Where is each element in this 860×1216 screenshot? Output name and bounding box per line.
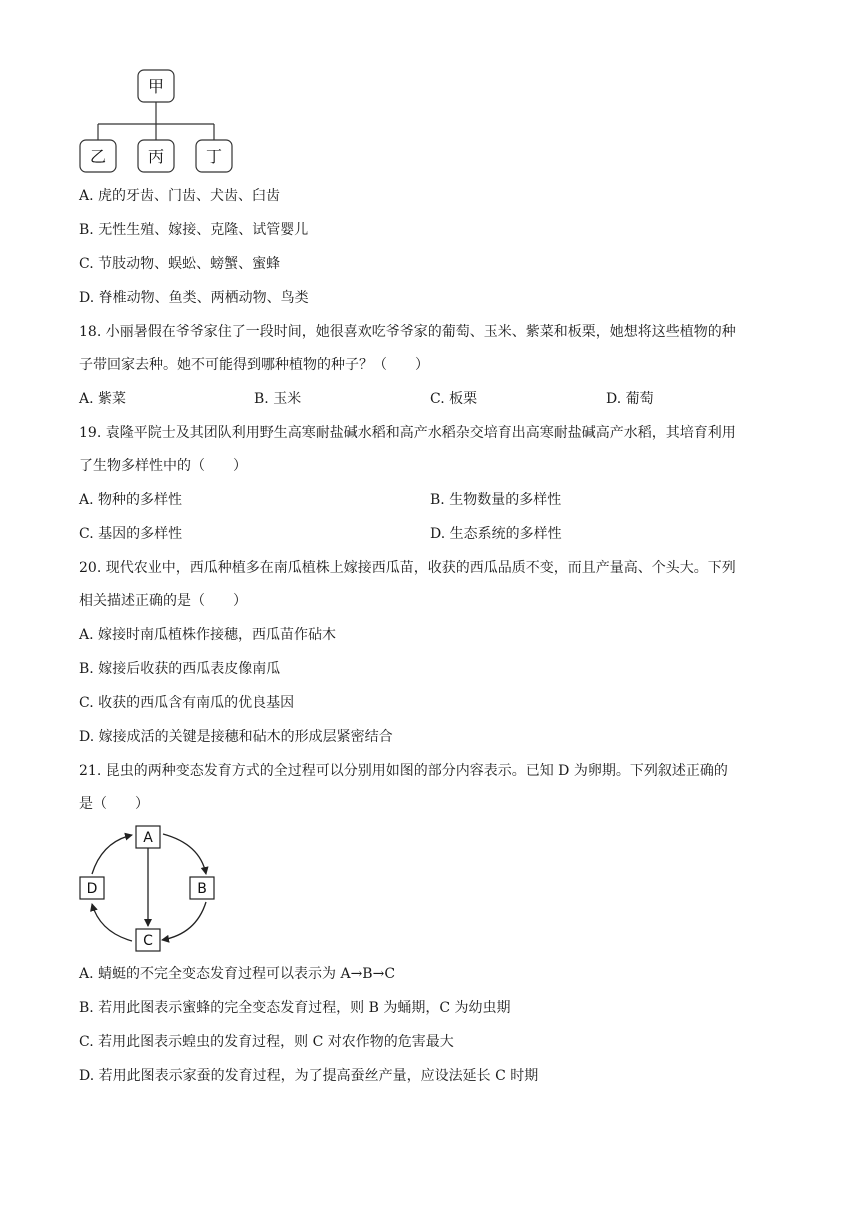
q21-stem-line1: 21. 昆虫的两种变态发育方式的全过程可以分别用如图的部分内容表示。已知 D 为卵期。下列叙述正确的	[79, 763, 728, 779]
q20-option-a: A. 嫁接时南瓜植株作接穗，西瓜苗作砧木	[79, 627, 337, 643]
tree-child-label-2: 丙	[147, 147, 165, 166]
cycle-label-c: C	[143, 933, 153, 949]
q17-option-a: A. 虎的牙齿、门齿、犬齿、臼齿	[79, 188, 281, 204]
q19-option-b: B. 生物数量的多样性	[430, 492, 562, 508]
q19-option-d: D. 生态系统的多样性	[430, 526, 562, 542]
cycle-label-a: A	[143, 830, 153, 846]
q21-stem-line2: 是（ ）	[79, 796, 149, 812]
q17-option-d: D. 脊椎动物、鱼类、两栖动物、鸟类	[79, 290, 309, 306]
q19-option-c: C. 基因的多样性	[79, 526, 183, 542]
q19-stem-line1: 19. 袁隆平院士及其团队利用野生高寒耐盐碱水稻和高产水稻杂交培育出高寒耐盐碱高产水稻，其培育利用	[79, 425, 736, 441]
life-cycle-diagram	[0, 0, 260, 960]
cycle-arrow-b-to-c	[162, 902, 206, 940]
q17-option-b: B. 无性生殖、嫁接、克隆、试管婴儿	[79, 222, 309, 238]
q19-stem-line2: 了生物多样性中的（ ）	[79, 458, 247, 474]
q20-option-c: C. 收获的西瓜含有南瓜的优良基因	[79, 695, 295, 711]
cycle-arrow-c-to-d	[92, 904, 132, 941]
q18-option-c: C. 板栗	[430, 391, 478, 407]
q18-stem-line1: 18. 小丽暑假在爷爷家住了一段时间，她很喜欢吃爷爷家的葡萄、玉米、紫菜和板栗，她想将这些植物的种	[79, 324, 736, 340]
q17-option-c: C. 节肢动物、蜈蚣、螃蟹、蜜蜂	[79, 256, 281, 272]
q18-option-d: D. 葡萄	[606, 391, 654, 407]
q21-option-a: A. 蜻蜓的不完全变态发育过程可以表示为 A→B→C	[79, 966, 396, 982]
tree-root-label: 甲	[147, 77, 165, 96]
cycle-label-b: B	[197, 881, 207, 897]
q18-stem-line2: 子带回家去种。她不可能得到哪种植物的种子？（ ）	[79, 357, 429, 373]
q19-option-a: A. 物种的多样性	[79, 492, 183, 508]
cycle-label-d: D	[86, 881, 98, 897]
cycle-arrow-a-to-b	[163, 834, 206, 874]
q21-option-d: D. 若用此图表示家蚕的发育过程，为了提高蚕丝产量，应设法延长 C 时期	[79, 1068, 539, 1084]
q21-option-b: B. 若用此图表示蜜蜂的完全变态发育过程，则 B 为蛹期，C 为幼虫期	[79, 1000, 511, 1016]
tree-child-label-1: 乙	[89, 147, 107, 166]
q21-option-c: C. 若用此图表示蝗虫的发育过程，则 C 对农作物的危害最大	[79, 1034, 454, 1050]
tree-child-label-3: 丁	[205, 147, 223, 166]
cycle-arrow-d-to-a	[92, 835, 132, 874]
q18-option-a: A. 紫菜	[79, 391, 127, 407]
q20-stem-line1: 20. 现代农业中，西瓜种植多在南瓜植株上嫁接西瓜苗，收获的西瓜品质不变，而且产量高、个头大。下列	[79, 560, 736, 576]
q18-option-b: B. 玉米	[254, 391, 302, 407]
q20-option-d: D. 嫁接成活的关键是接穗和砧木的形成层紧密结合	[79, 729, 393, 745]
q20-option-b: B. 嫁接后收获的西瓜表皮像南瓜	[79, 661, 281, 677]
q20-stem-line2: 相关描述正确的是（ ）	[79, 593, 247, 609]
